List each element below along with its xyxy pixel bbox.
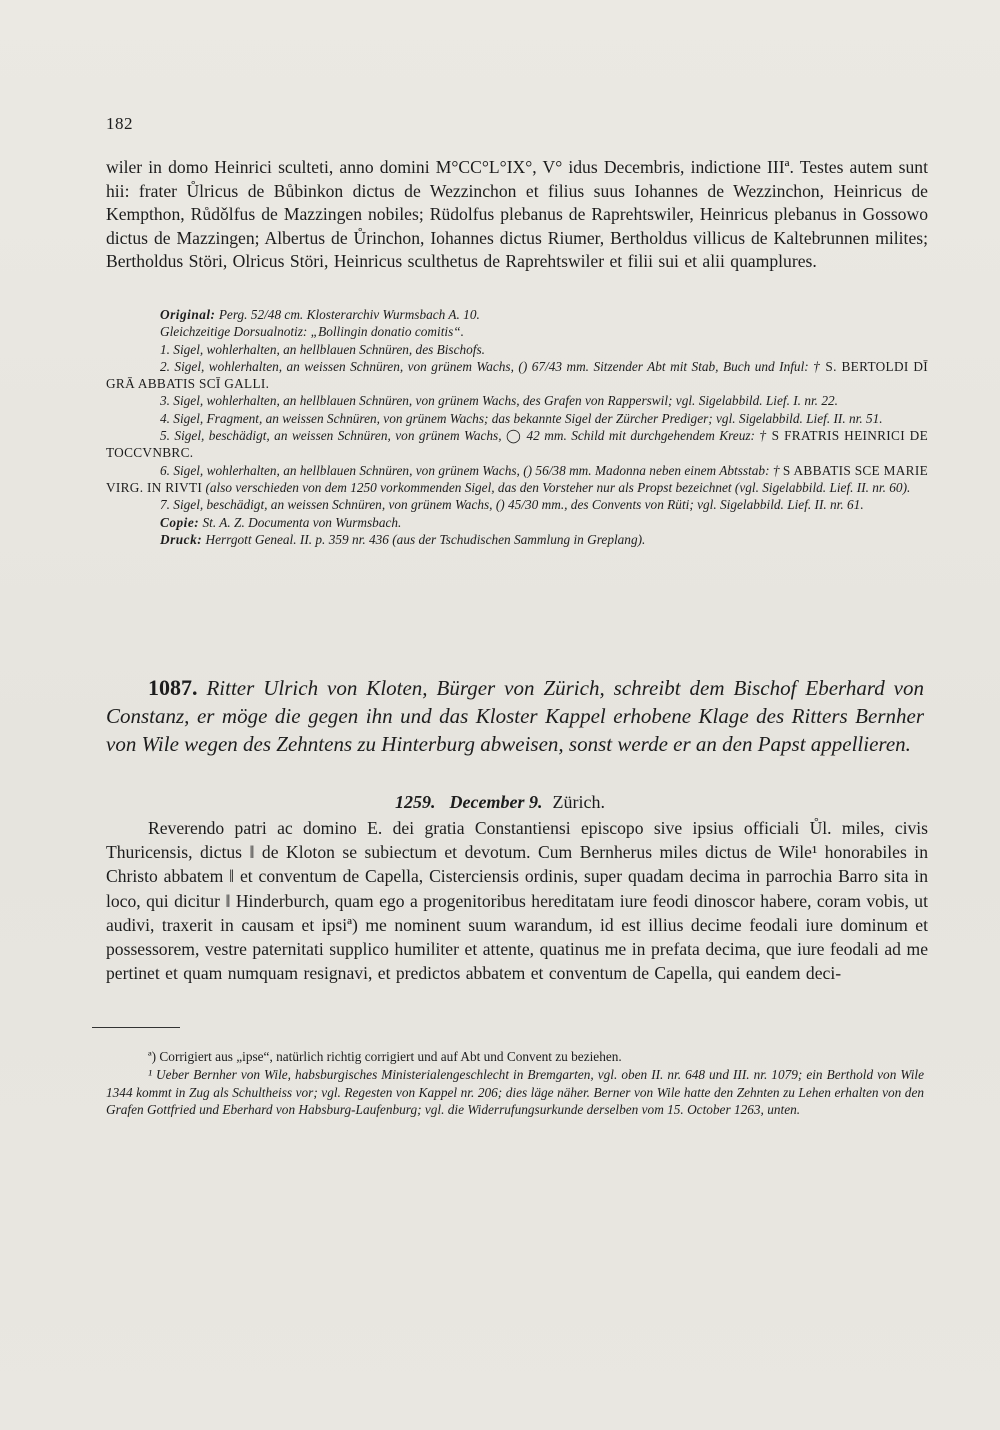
date-place: Zürich. — [552, 792, 605, 812]
note-copie — [106, 514, 928, 531]
date-day: December 9. — [449, 792, 543, 812]
footnote-a: ª) Corrigiert aus „ipse“, natürlich richtig corrigiert und auf Abt und Convent zu beziehen. — [148, 1049, 622, 1064]
seal-note-5 — [106, 427, 928, 462]
druck-label: Druck: — [160, 531, 203, 547]
charter-text: Reverendo patri ac domino E. dei gratia Constantiensi episcopo sive ipsius officiali Ůl. miles, civis Thuricensis, dictus ‖ de Kloton se subiectum et devotum. Cum Bernherus miles dictus de Wile¹ honorabiles in Christo abbatem ‖ et conventum de Capella, Cisterciensis ordinis, super quadam decima in parrochia Barro sita in loco, qui dicitur ‖ Hinderburch, quam ego a progenitoribus hereditatam iure feodi dinoscor habere, coram vobis, ut audivi, traxerit in causam et ipsiª) me nominent suum warandum, id est illius decime feodali iure dominum et possessorem, vestre paternitati supplico humiliter et attente, quatinus me in prefata decima, que iure feodali ad me pertinet et quam numquam resignavi, et predictos abbatem et conventum de Capella, qui eandem deci- — [106, 818, 928, 984]
edition-notes — [106, 306, 928, 548]
charter-text-block — [106, 816, 928, 985]
seal-desc: 4. Sigel, Fragment, an weissen Schnüren, von grünem Wachs; das bekannte Sigel der Zürcher Prediger; vgl. Sigelabbild. Lief. II. nr. 51. — [160, 410, 883, 426]
seal-desc: 2. Sigel, wohlerhalten, an weissen Schnüren, von grünem Wachs, () 67/43 mm. Sitzender Abt mit Stab, Buch und Inful: † — [160, 358, 826, 374]
footnotes — [106, 1048, 924, 1119]
footnote-divider — [92, 1027, 180, 1028]
original-text: Perg. 52/48 cm. Klosterarchiv Wurmsbach A. 10. — [218, 307, 480, 322]
seal-desc: 3. Sigel, wohlerhalten, an hellblauen Schnüren, von grünem Wachs, des Grafen von Rapperswil; vgl. Sigelabbild. Lief. I. nr. 22. — [160, 393, 838, 409]
copie-text: St. A. Z. Documenta von Wurmsbach. — [202, 514, 402, 530]
main-paragraph: wiler in domo Heinrici sculteti, anno domini M°CC°L°IX°, V° idus Decembris, indictione IIIª. Testes autem sunt hii: frater Ůlricus de Bůbinkon dictus de Wezzinchon et filius suus Iohannes de Wezzinchon, Heinricus de Kempthon, Růdǒlfus de Mazzingen nobiles; Rüdolfus plebanus de Raprehtswiler, Heinricus plebanus in Gossowo dictus de Mazzingen; Albertus de Ůrinchon, Iohannes dictus Riumer, Bertholdus villicus de Kaltebrunnen milites; Bertholdus Störi, Olricus Störi, Heinricus sculthetus de Raprehtswiler et filii sui et alii quamplures. — [106, 157, 928, 272]
dateline — [0, 792, 1000, 813]
seal-legend: S ABBATIS SCE MARIE VIRG. IN RIVTI — [106, 462, 928, 495]
footnote-1: ¹ Ueber Bernher von Wile, habsburgisches Ministerialengeschlecht in Bremgarten, vgl. oben II. nr. 648 und III. nr. 1079; ein Berthold von Wile 1344 kommt in Zug als Schultheiss vor; vgl. Regesten von Kappel nr. 206; dies läge näher. Berner von Wile hatte den Zehnten zu Lehen erhalten von den Grafen Gottfried und Eberhard von Habsburg-Laufenburg; vgl. die Widerrufungsurkunde derselben vom 15. October 1263, unten. — [106, 1066, 924, 1118]
seal-note-1 — [106, 341, 928, 358]
seal-legend: S. BERTOLDI DĪ GRĀ ABBATIS SCĪ GALLI. — [106, 358, 928, 392]
page-number: 182 — [106, 114, 133, 133]
seal-note-7 — [106, 496, 928, 513]
seal-note-3 — [106, 392, 928, 409]
original-label: Original: — [160, 307, 216, 322]
seal-desc: 1. Sigel, wohlerhalten, an hellblauen Schnüren, des Bischofs. — [160, 341, 485, 357]
note-druck — [106, 531, 928, 548]
copie-label: Copie: — [160, 514, 200, 530]
note-original — [106, 306, 928, 323]
seal-desc: 6. Sigel, wohlerhalten, an hellblauen Schnüren, von grünem Wachs, () 56/38 mm. Madonna neben einem Abtsstab: † — [160, 462, 783, 478]
druck-text: Herrgott Geneal. II. p. 359 nr. 436 (aus der Tschudischen Sammlung in Greplang). — [205, 531, 646, 547]
document-regest: Ritter Ulrich von Kloten, Bürger von Zürich, schreibt dem Bischof Eberhard von Constanz, er möge die gegen ihn und das Kloster Kappel erhobene Klage des Ritters Bernher von Wile wegen des Zehntens zu Hinterburg abweisen, sonst werde er an den Papst appellieren. — [106, 676, 924, 756]
seal-legend: S FRATRIS HEINRICI DE TOCCVNBRC. — [106, 428, 929, 461]
seal-note-6 — [106, 462, 928, 497]
seal-note-4 — [106, 410, 928, 427]
seal-desc: 5. Sigel, beschädigt, an weissen Schnüren, von grünem Wachs, ◯ 42 mm. Schild mit durchgehendem Kreuz: † — [160, 428, 772, 444]
note-dorsual: Gleichzeitige Dorsualnotiz: „Bollingin donatio comitis“. — [160, 324, 464, 340]
date-year: 1259. — [395, 792, 436, 812]
document-summary — [106, 674, 924, 758]
document-number: 1087. — [148, 675, 198, 700]
main-text-block — [106, 156, 928, 274]
seal-desc-cont: (also verschieden von dem 1250 vorkommenden Sigel, das den Vorsteher nur als Propst bezeichnet (vgl. Sigelabbild. Lief. II. nr. 60). — [202, 479, 911, 495]
document-heading — [106, 674, 924, 758]
seal-note-2 — [106, 358, 928, 393]
seal-desc: 7. Sigel, beschädigt, an weissen Schnüren, von grünem Wachs, () 45/30 mm., des Convents von Rüti; vgl. Sigelabbild. Lief. II. nr. 61. — [160, 497, 864, 513]
